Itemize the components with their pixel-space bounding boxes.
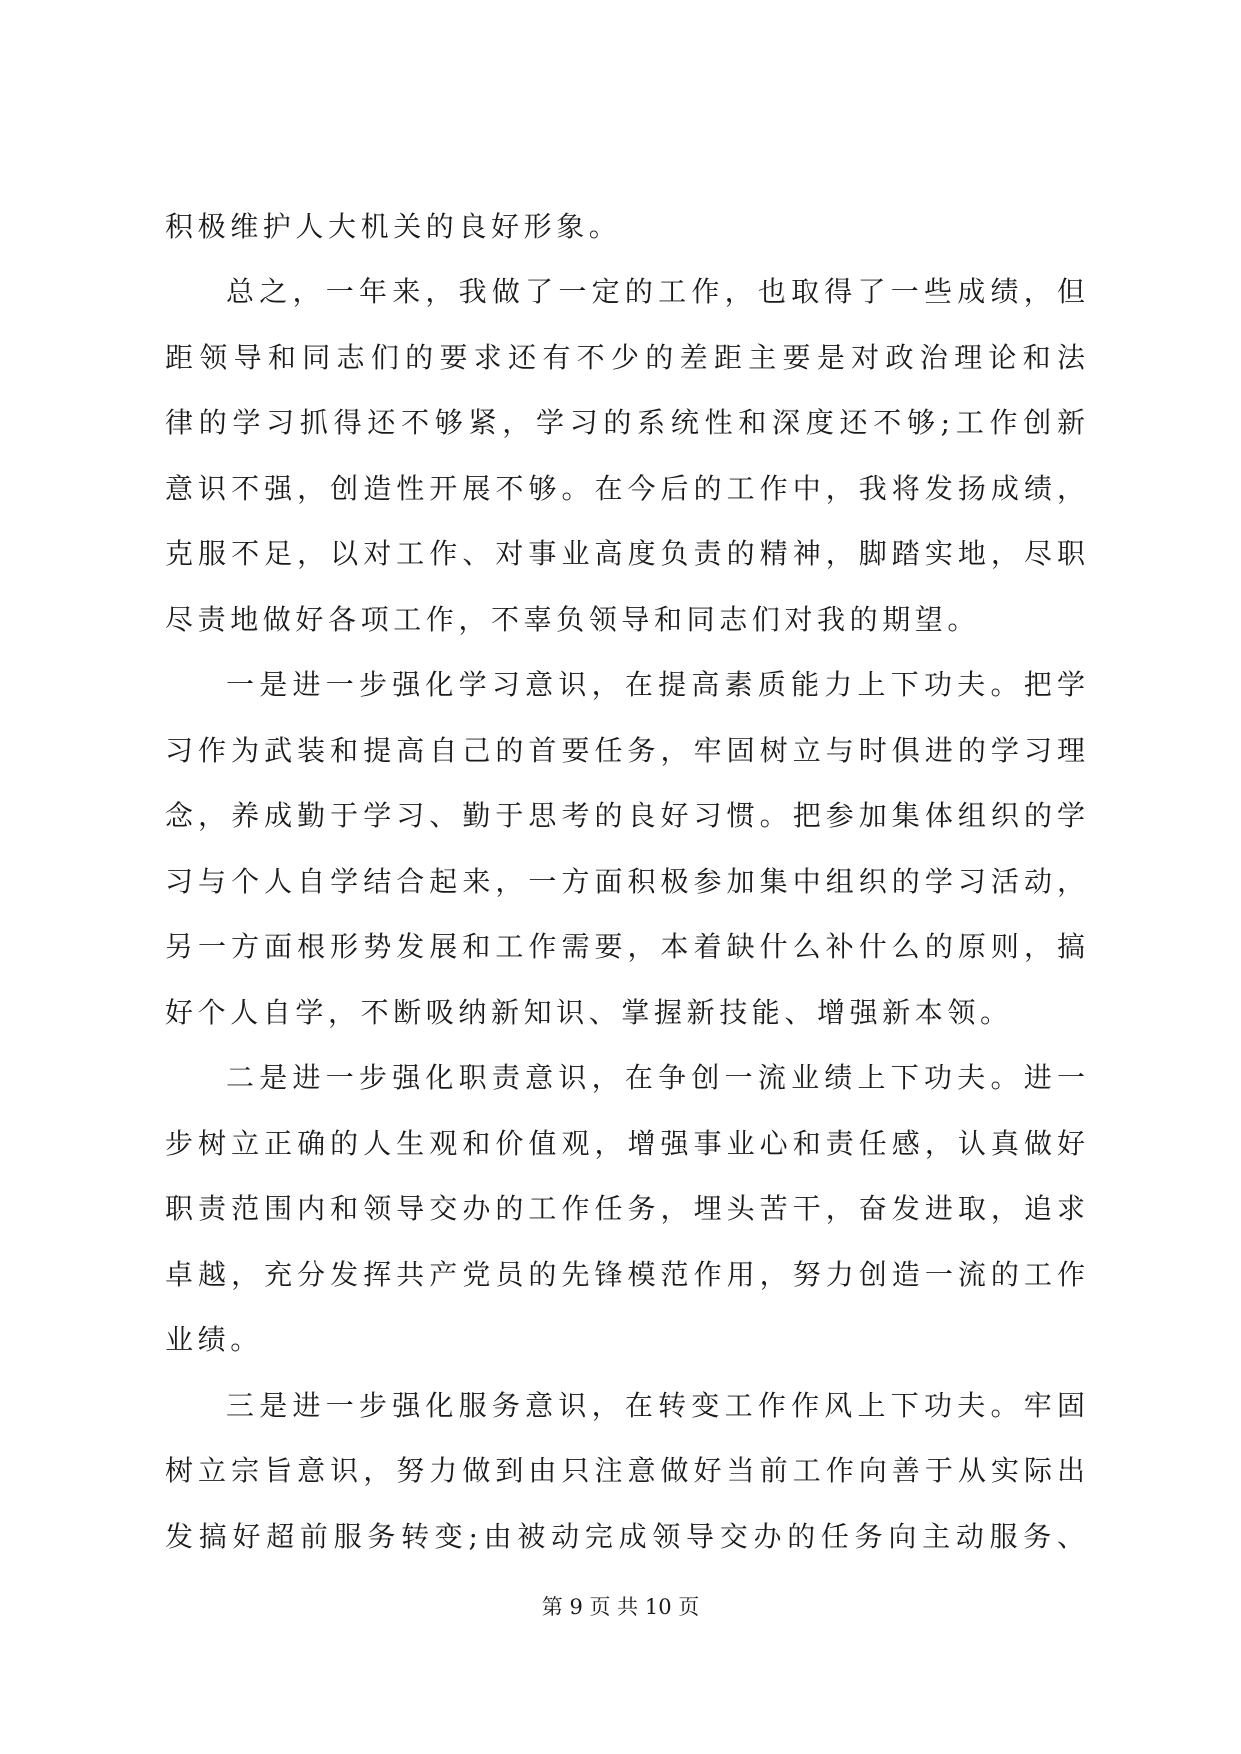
text-line: 总之，一年来，我做了一定的工作，也取得了一些成绩，但: [226, 275, 1085, 308]
text-line: 职责范围内和领导交办的工作任务，埋头苦干，奋发进取，追求: [165, 1192, 1085, 1225]
text-line: 卓越，充分发挥共产党员的先锋模范作用，努力创造一流的工作: [165, 1258, 1085, 1291]
text-line: 克服不足，以对工作、对事业高度负责的精神，脚踏实地，尽职: [165, 537, 1085, 570]
text-line: 一是进一步强化学习意识，在提高素质能力上下功夫。把学: [226, 668, 1085, 701]
text-line: 念，养成勤于学习、勤于思考的良好习惯。把参加集体组织的学: [165, 799, 1085, 832]
page-number-footer: 第 9 页 共 10 页: [541, 1595, 700, 1619]
text-line: 另一方面根形势发展和工作需要，本着缺什么补什么的原则，搞: [165, 930, 1085, 963]
text-line: 步树立正确的人生观和价值观，增强事业心和责任感，认真做好: [165, 1127, 1085, 1160]
text-line: 业绩。: [165, 1323, 263, 1356]
text-line: 三是进一步强化服务意识，在转变工作作风上下功夫。牢固: [226, 1389, 1085, 1422]
text-line: 习作为武装和提高自己的首要任务，牢固树立与时俱进的学习理: [165, 734, 1085, 767]
text-line: 律的学习抓得还不够紧，学习的系统性和深度还不够;工作创新: [165, 406, 1085, 439]
text-line: 习与个人自学结合起来，一方面积极参加集中组织的学习活动，: [165, 865, 1085, 898]
text-line: 积极维护人大机关的良好形象。: [165, 210, 622, 243]
text-line: 好个人自学，不断吸纳新知识、掌握新技能、增强新本领。: [165, 996, 1013, 1029]
text-line: 尽责地做好各项工作，不辜负领导和同志们对我的期望。: [165, 603, 981, 636]
text-line: 距领导和同志们的要求还有不少的差距主要是对政治理论和法: [165, 341, 1085, 374]
text-line: 二是进一步强化职责意识，在争创一流业绩上下功夫。进一: [226, 1061, 1085, 1094]
text-line: 树立宗旨意识，努力做到由只注意做好当前工作向善于从实际出: [165, 1454, 1085, 1487]
text-line: 意识不强，创造性开展不够。在今后的工作中，我将发扬成绩，: [165, 472, 1085, 505]
text-line: 发搞好超前服务转变;由被动完成领导交办的任务向主动服务、: [165, 1520, 1085, 1553]
